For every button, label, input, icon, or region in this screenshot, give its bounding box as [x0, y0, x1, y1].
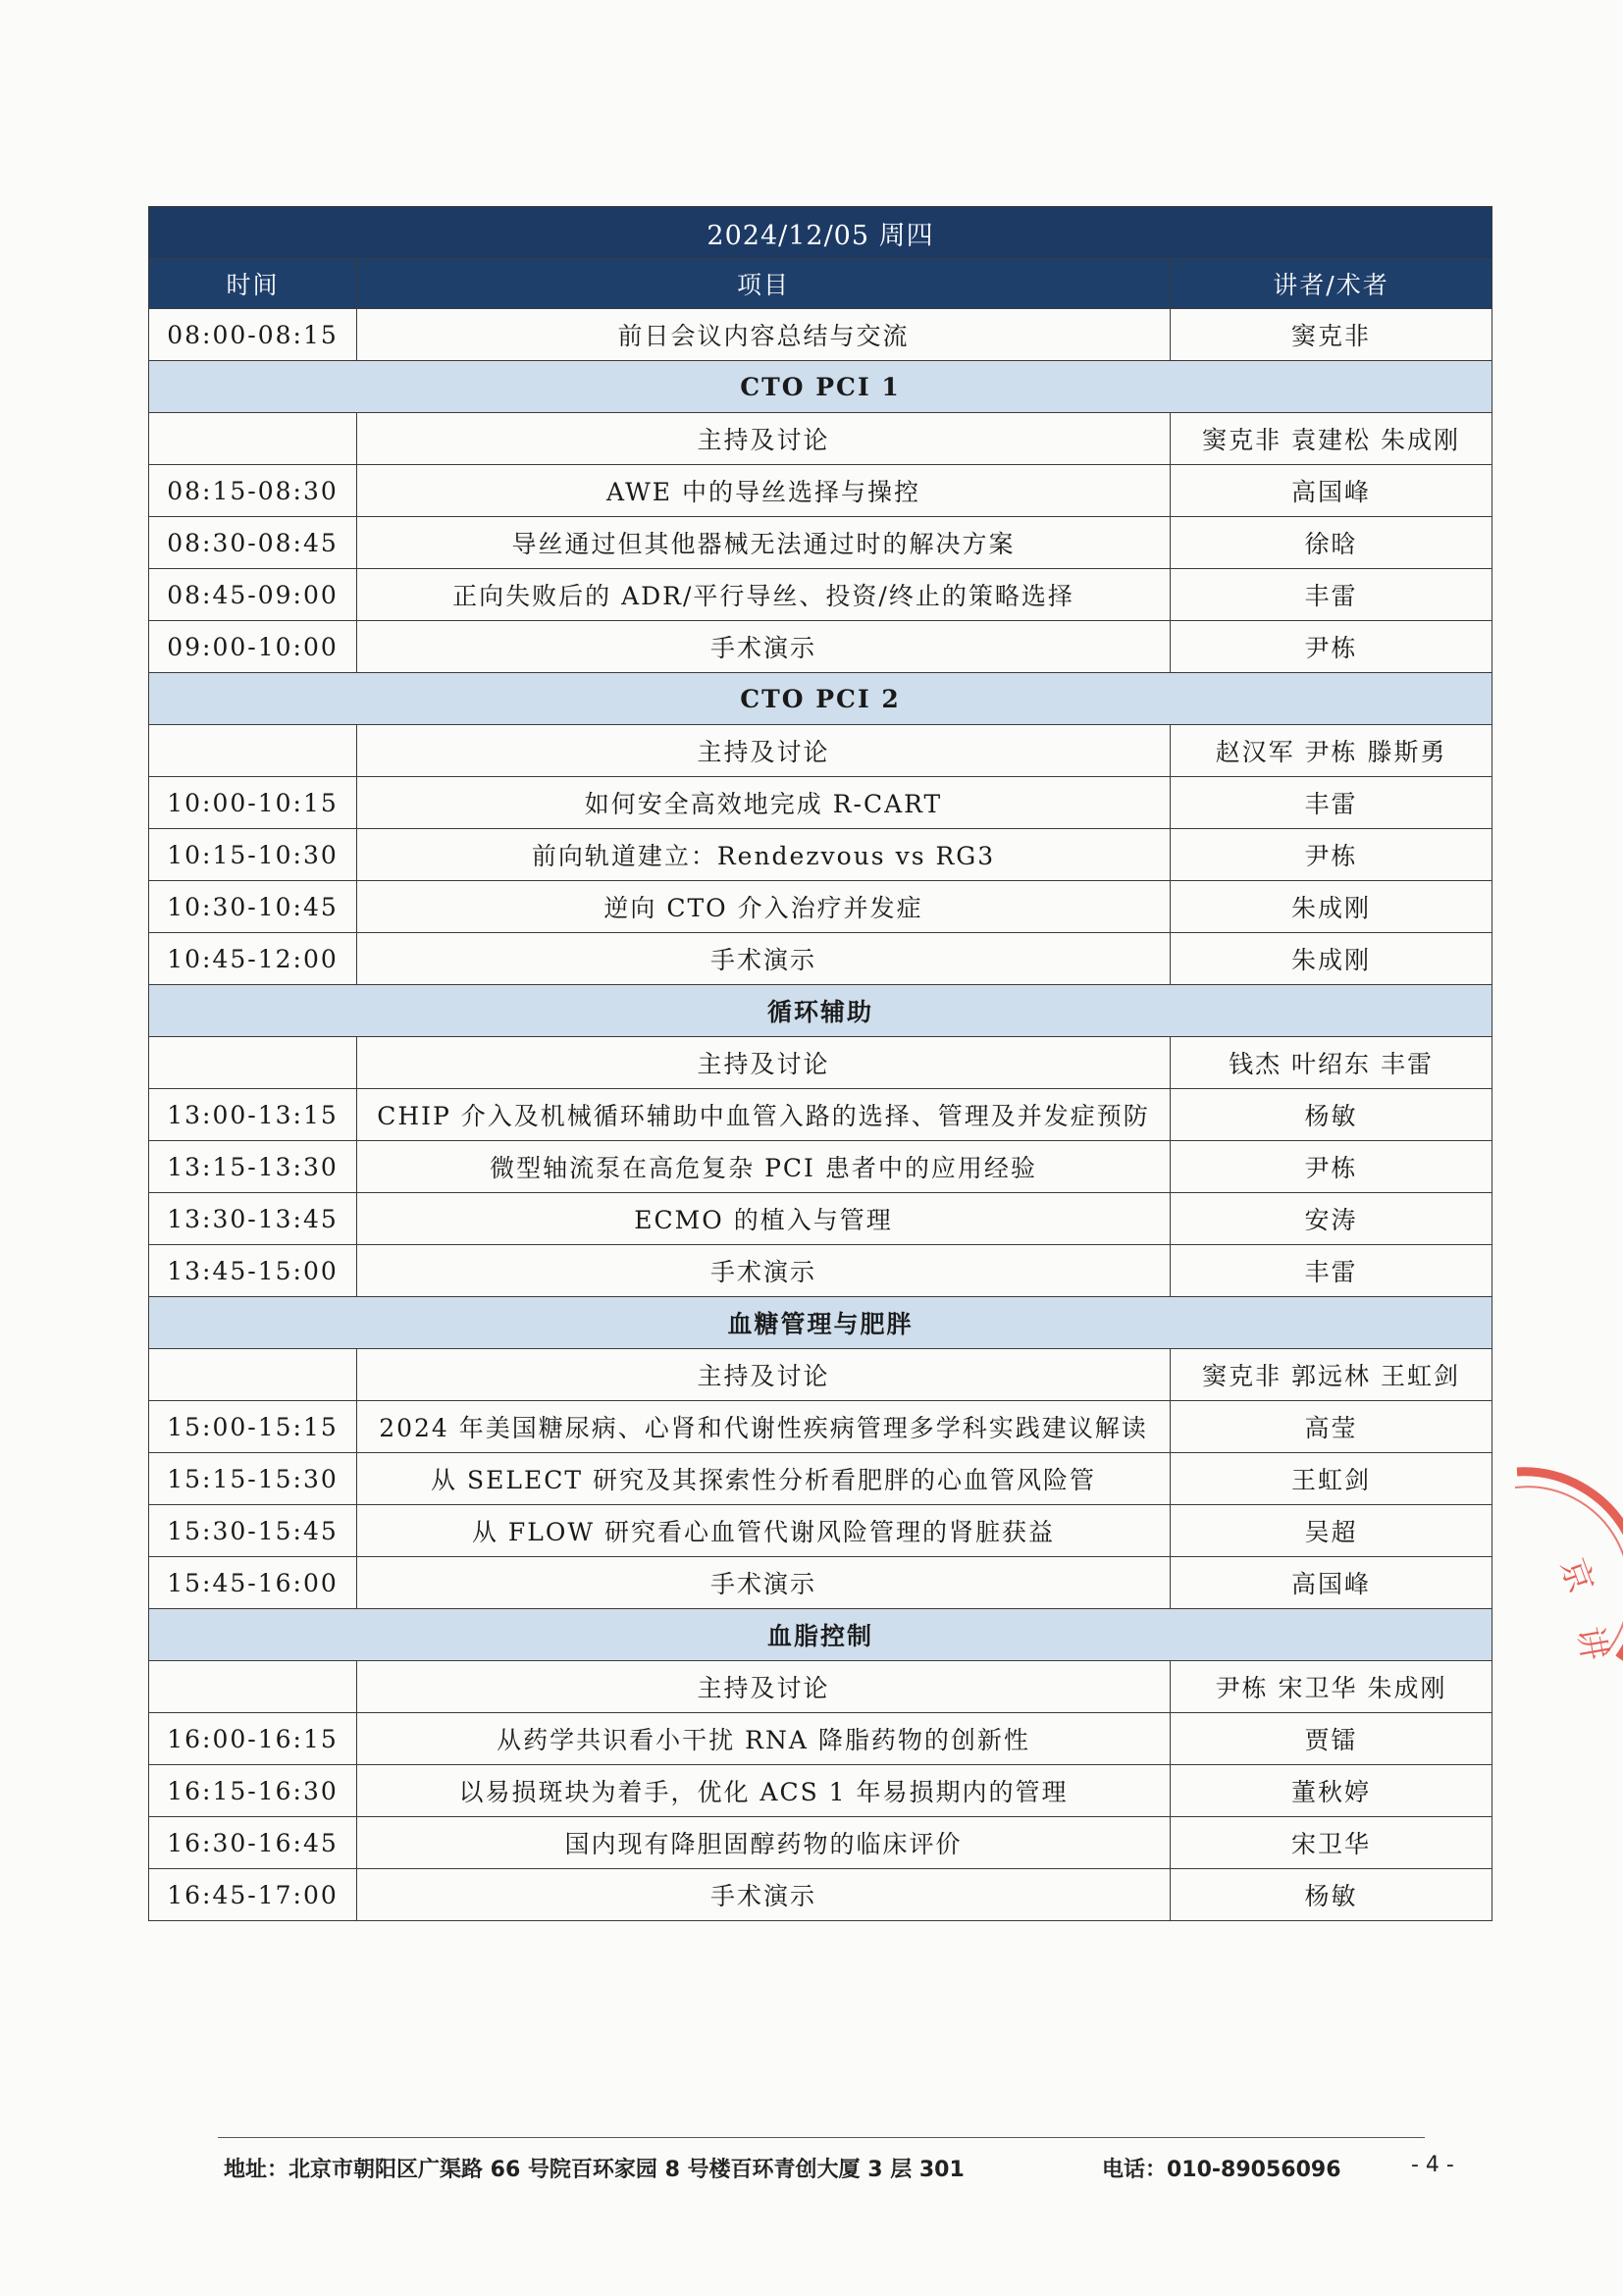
date-header: 2024/12/05 周四 [149, 207, 1492, 259]
cell-topic: 主持及讨论 [357, 1349, 1171, 1401]
cell-time: 10:45-12:00 [149, 933, 357, 985]
cell-time: 13:15-13:30 [149, 1141, 357, 1193]
cell-topic: 国内现有降胆固醇药物的临床评价 [357, 1817, 1171, 1869]
cell-topic: 主持及讨论 [357, 725, 1171, 777]
table-row [149, 1037, 1492, 1089]
cell-speaker: 杨敏 [1171, 1869, 1492, 1921]
cell-topic: 以易损斑块为着手，优化 ACS 1 年易损期内的管理 [357, 1765, 1171, 1817]
cell-speaker: 钱杰 叶绍东 丰雷 [1171, 1037, 1492, 1089]
cell-time: 15:00-15:15 [149, 1401, 357, 1453]
cell-time [149, 413, 357, 465]
cell-time: 13:00-13:15 [149, 1089, 357, 1141]
cell-topic: AWE 中的导丝选择与操控 [357, 465, 1171, 517]
cell-time: 09:00-10:00 [149, 621, 357, 673]
cell-topic: 手术演示 [357, 933, 1171, 985]
cell-time: 15:15-15:30 [149, 1453, 357, 1505]
cell-speaker: 徐晗 [1171, 517, 1492, 569]
section-header-row [149, 1609, 1492, 1661]
cell-time: 10:30-10:45 [149, 881, 357, 933]
cell-topic: 前日会议内容总结与交流 [357, 309, 1171, 361]
cell-speaker: 王虹剑 [1171, 1453, 1492, 1505]
cell-topic: 微型轴流泵在高危复杂 PCI 患者中的应用经验 [357, 1141, 1171, 1193]
footer-address: 地址：北京市朝阳区广渠路 66 号院百环家园 8 号楼百环青创大厦 3 层 301 [224, 2158, 965, 2182]
table-row [149, 1557, 1492, 1609]
cell-topic: 从 FLOW 研究看心血管代谢风险管理的肾脏获益 [357, 1505, 1171, 1557]
cell-speaker: 尹栋 宋卫华 朱成刚 [1171, 1661, 1492, 1713]
cell-topic: 前向轨道建立：Rendezvous vs RG3 [357, 829, 1171, 881]
cell-topic: 如何安全高效地完成 R-CART [357, 777, 1171, 829]
table-row [149, 465, 1492, 517]
table-row [149, 413, 1492, 465]
cell-time: 13:30-13:45 [149, 1193, 357, 1245]
svg-text:讲: 讲 [1569, 1623, 1614, 1664]
cell-time: 08:15-08:30 [149, 465, 357, 517]
column-header-row [149, 259, 1492, 309]
table-row [149, 309, 1492, 361]
section-title: 循环辅助 [149, 985, 1492, 1037]
cell-time: 10:15-10:30 [149, 829, 357, 881]
footer-divider [218, 2137, 1425, 2138]
cell-topic: 主持及讨论 [357, 1037, 1171, 1089]
table-row [149, 1817, 1492, 1869]
cell-topic: 手术演示 [357, 1245, 1171, 1297]
table-row [149, 517, 1492, 569]
column-header-time: 时间 [149, 259, 357, 309]
column-header-speaker: 讲者/术者 [1171, 259, 1492, 309]
section-title: CTO PCI 1 [149, 361, 1492, 413]
red-seal-stamp [1511, 1462, 1623, 1697]
cell-speaker: 丰雷 [1171, 1245, 1492, 1297]
table-row [149, 933, 1492, 985]
cell-speaker: 朱成刚 [1171, 881, 1492, 933]
cell-topic: 正向失败后的 ADR/平行导丝、投资/终止的策略选择 [357, 569, 1171, 621]
table-row [149, 881, 1492, 933]
cell-speaker: 窦克非 袁建松 朱成刚 [1171, 413, 1492, 465]
cell-time [149, 1349, 357, 1401]
cell-speaker: 贾镭 [1171, 1713, 1492, 1765]
cell-speaker: 窦克非 郭远林 王虹剑 [1171, 1349, 1492, 1401]
table-row [149, 569, 1492, 621]
cell-speaker: 尹栋 [1171, 621, 1492, 673]
cell-speaker: 赵汉军 尹栋 滕斯勇 [1171, 725, 1492, 777]
table-row [149, 1401, 1492, 1453]
table-row [149, 1245, 1492, 1297]
cell-speaker: 安涛 [1171, 1193, 1492, 1245]
table-row [149, 1661, 1492, 1713]
table-row [149, 1089, 1492, 1141]
footer-phone: 电话：010-89056096 [1102, 2158, 1341, 2182]
cell-time: 10:00-10:15 [149, 777, 357, 829]
seal-lettering: 京 [1551, 1553, 1601, 1598]
cell-topic: 从 SELECT 研究及其探索性分析看肥胖的心血管风险管 [357, 1453, 1171, 1505]
cell-time [149, 1661, 357, 1713]
cell-topic: 手术演示 [357, 1869, 1171, 1921]
cell-topic: CHIP 介入及机械循环辅助中血管入路的选择、管理及并发症预防 [357, 1089, 1171, 1141]
cell-speaker: 丰雷 [1171, 777, 1492, 829]
section-title: CTO PCI 2 [149, 673, 1492, 725]
cell-speaker: 吴超 [1171, 1505, 1492, 1557]
cell-time: 08:45-09:00 [149, 569, 357, 621]
cell-topic: ECMO 的植入与管理 [357, 1193, 1171, 1245]
cell-time: 15:30-15:45 [149, 1505, 357, 1557]
page-footer [224, 2153, 1460, 2186]
cell-time: 08:00-08:15 [149, 309, 357, 361]
cell-speaker: 朱成刚 [1171, 933, 1492, 985]
cell-speaker: 高国峰 [1171, 465, 1492, 517]
table-row [149, 1505, 1492, 1557]
cell-time: 16:15-16:30 [149, 1765, 357, 1817]
cell-time [149, 1037, 357, 1089]
cell-time: 13:45-15:00 [149, 1245, 357, 1297]
table-row [149, 1765, 1492, 1817]
table-row [149, 1349, 1492, 1401]
column-header-topic: 项目 [357, 259, 1171, 309]
table-row [149, 1193, 1492, 1245]
cell-time [149, 725, 357, 777]
cell-time: 16:30-16:45 [149, 1817, 357, 1869]
table-row [149, 1713, 1492, 1765]
cell-speaker: 高国峰 [1171, 1557, 1492, 1609]
section-header-row [149, 361, 1492, 413]
cell-time: 16:00-16:15 [149, 1713, 357, 1765]
cell-speaker: 杨敏 [1171, 1089, 1492, 1141]
cell-topic: 手术演示 [357, 1557, 1171, 1609]
section-header-row [149, 673, 1492, 725]
table-row [149, 725, 1492, 777]
table-row [149, 777, 1492, 829]
section-header-row [149, 985, 1492, 1037]
date-header-row [149, 207, 1492, 259]
cell-time: 15:45-16:00 [149, 1557, 357, 1609]
page-number: - 4 - [1411, 2153, 1454, 2177]
cell-speaker: 高莹 [1171, 1401, 1492, 1453]
cell-topic: 导丝通过但其他器械无法通过时的解决方案 [357, 517, 1171, 569]
cell-time: 08:30-08:45 [149, 517, 357, 569]
cell-topic: 2024 年美国糖尿病、心肾和代谢性疾病管理多学科实践建议解读 [357, 1401, 1171, 1453]
cell-speaker: 窦克非 [1171, 309, 1492, 361]
schedule-table [148, 206, 1492, 1921]
cell-speaker: 丰雷 [1171, 569, 1492, 621]
table-row [149, 829, 1492, 881]
section-header-row [149, 1297, 1492, 1349]
cell-topic: 从药学共识看小干扰 RNA 降脂药物的创新性 [357, 1713, 1171, 1765]
cell-speaker: 宋卫华 [1171, 1817, 1492, 1869]
table-row [149, 621, 1492, 673]
cell-topic: 主持及讨论 [357, 1661, 1171, 1713]
table-row [149, 1141, 1492, 1193]
cell-topic: 逆向 CTO 介入治疗并发症 [357, 881, 1171, 933]
section-title: 血脂控制 [149, 1609, 1492, 1661]
cell-time: 16:45-17:00 [149, 1869, 357, 1921]
cell-topic: 手术演示 [357, 621, 1171, 673]
cell-speaker: 尹栋 [1171, 829, 1492, 881]
table-row [149, 1869, 1492, 1921]
section-title: 血糖管理与肥胖 [149, 1297, 1492, 1349]
cell-topic: 主持及讨论 [357, 413, 1171, 465]
cell-speaker: 尹栋 [1171, 1141, 1492, 1193]
cell-speaker: 董秋婷 [1171, 1765, 1492, 1817]
table-row [149, 1453, 1492, 1505]
schedule-body [149, 309, 1492, 1921]
